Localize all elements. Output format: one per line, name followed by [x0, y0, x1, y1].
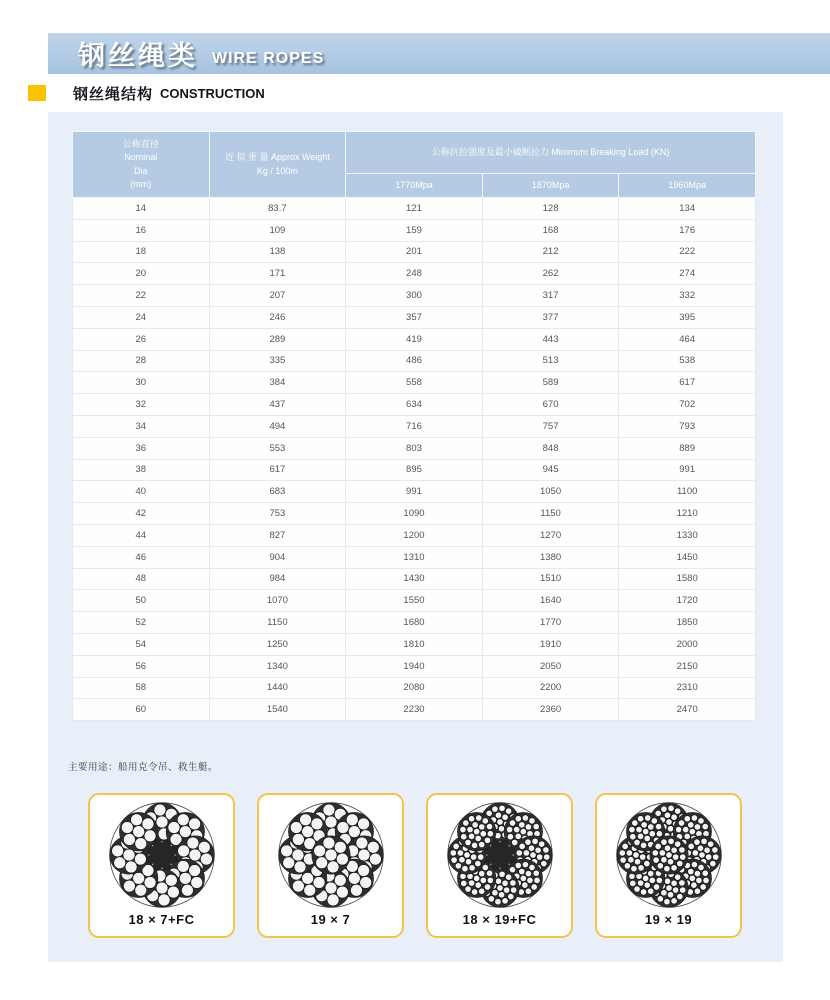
- table-cell: 377: [482, 306, 619, 328]
- table-cell: 52: [73, 612, 210, 634]
- table-cell: 395: [619, 306, 756, 328]
- table-cell: 945: [482, 459, 619, 481]
- table-row: [73, 219, 756, 241]
- table-cell: 22: [73, 285, 210, 307]
- table-cell: 138: [209, 241, 346, 263]
- table-cell: 357: [346, 306, 483, 328]
- table-cell: 36: [73, 437, 210, 459]
- table-row: [73, 328, 756, 350]
- table-row: [73, 546, 756, 568]
- table-cell: 46: [73, 546, 210, 568]
- table-cell: 437: [209, 394, 346, 416]
- table-cell: 24: [73, 306, 210, 328]
- table-cell: 1090: [346, 503, 483, 525]
- table-cell: 848: [482, 437, 619, 459]
- table-cell: 670: [482, 394, 619, 416]
- usage-note: 主要用途：船用克令吊、救生艇。: [68, 762, 219, 773]
- table-cell: 159: [346, 219, 483, 241]
- table-cell: 1150: [482, 503, 619, 525]
- table-cell: 1580: [619, 568, 756, 590]
- table-cell: 20: [73, 263, 210, 285]
- table-cell: 827: [209, 524, 346, 546]
- table-cell: 1070: [209, 590, 346, 612]
- table-row: [73, 590, 756, 612]
- section-title-zh: 钢丝绳结构: [73, 85, 154, 103]
- table-cell: 1150: [209, 612, 346, 634]
- table-cell: 702: [619, 394, 756, 416]
- table-cell: 1720: [619, 590, 756, 612]
- rope-card: [595, 793, 742, 938]
- table-cell: 26: [73, 328, 210, 350]
- table-cell: 128: [482, 198, 619, 220]
- table-cell: 984: [209, 568, 346, 590]
- table-cell: 1340: [209, 655, 346, 677]
- table-row: [73, 568, 756, 590]
- table-cell: 28: [73, 350, 210, 372]
- table-cell: 1270: [482, 524, 619, 546]
- table-row: [73, 306, 756, 328]
- table-cell: 317: [482, 285, 619, 307]
- table-row: [73, 612, 756, 634]
- table-cell: 289: [209, 328, 346, 350]
- page-title-en: WIRE ROPES: [212, 49, 325, 67]
- table-cell: 553: [209, 437, 346, 459]
- table-cell: 40: [73, 481, 210, 503]
- table-cell: 1100: [619, 481, 756, 503]
- table-cell: 42: [73, 503, 210, 525]
- table-cell: 757: [482, 415, 619, 437]
- page-title-banner: [48, 33, 830, 74]
- table-cell: 634: [346, 394, 483, 416]
- table-row: [73, 263, 756, 285]
- table-cell: 716: [346, 415, 483, 437]
- table-cell: 1770: [482, 612, 619, 634]
- table-cell: 44: [73, 524, 210, 546]
- table-cell: 443: [482, 328, 619, 350]
- table-cell: 991: [346, 481, 483, 503]
- table-cell: 248: [346, 263, 483, 285]
- table-cell: 1210: [619, 503, 756, 525]
- table-row: [73, 677, 756, 699]
- table-cell: 538: [619, 350, 756, 372]
- table-cell: 494: [209, 415, 346, 437]
- table-cell: 2050: [482, 655, 619, 677]
- table-cell: 262: [482, 263, 619, 285]
- table-cell: 1440: [209, 677, 346, 699]
- table-cell: 558: [346, 372, 483, 394]
- table-cell: 2150: [619, 655, 756, 677]
- table-cell: 34: [73, 415, 210, 437]
- table-cell: 1640: [482, 590, 619, 612]
- table-row: [73, 394, 756, 416]
- content-panel: [48, 112, 783, 962]
- table-cell: 83.7: [209, 198, 346, 220]
- table-cell: 300: [346, 285, 483, 307]
- table-cell: 617: [209, 459, 346, 481]
- table-body: [73, 198, 756, 721]
- table-header: [73, 132, 756, 198]
- column-header-grade-1960: 1960Mpa: [619, 174, 756, 198]
- rope-construction-label: 18 × 7+FC: [128, 912, 195, 927]
- table-row: [73, 655, 756, 677]
- table-cell: 889: [619, 437, 756, 459]
- column-header-weight: 近 似 重 量 Approx Weight Kg / 100m: [209, 132, 346, 198]
- table-cell: 54: [73, 633, 210, 655]
- table-cell: 1330: [619, 524, 756, 546]
- section-title-en: CONSTRUCTION: [160, 85, 265, 101]
- table-cell: 683: [209, 481, 346, 503]
- table-cell: 419: [346, 328, 483, 350]
- table-cell: 1680: [346, 612, 483, 634]
- table-cell: 222: [619, 241, 756, 263]
- table-row: [73, 481, 756, 503]
- table-cell: 212: [482, 241, 619, 263]
- rope-card: [426, 793, 573, 938]
- table-cell: 486: [346, 350, 483, 372]
- rope-construction-label: 19 × 7: [310, 912, 351, 927]
- table-cell: 1540: [209, 699, 346, 721]
- rope-construction-label: 19 × 19: [644, 912, 693, 927]
- table-row: [73, 437, 756, 459]
- table-cell: 168: [482, 219, 619, 241]
- table-cell: 1510: [482, 568, 619, 590]
- table-cell: 274: [619, 263, 756, 285]
- table-cell: 2470: [619, 699, 756, 721]
- table-cell: 2200: [482, 677, 619, 699]
- table-cell: 16: [73, 219, 210, 241]
- table-cell: 58: [73, 677, 210, 699]
- table-cell: 109: [209, 219, 346, 241]
- table-cell: 513: [482, 350, 619, 372]
- table-cell: 2080: [346, 677, 483, 699]
- table-cell: 56: [73, 655, 210, 677]
- table-cell: 1810: [346, 633, 483, 655]
- page-title-zh: 钢丝绳类: [78, 41, 198, 71]
- column-header-grade-1770: 1770Mpa: [346, 174, 483, 198]
- rope-card: [88, 793, 235, 938]
- column-header-grade-1870: 1870Mpa: [482, 174, 619, 198]
- table-cell: 207: [209, 285, 346, 307]
- rope-cross-section-diagram: [614, 800, 724, 910]
- column-header-breaking-load: 公称抗拉强度及最小破断拉力 Minimum Breaking Load (KN): [346, 132, 756, 174]
- section-heading: [28, 84, 265, 102]
- rope-construction-cards: [88, 793, 742, 938]
- table-cell: 1200: [346, 524, 483, 546]
- table-cell: 121: [346, 198, 483, 220]
- table-row: [73, 350, 756, 372]
- column-header-diameter: 公称直径 Nominal Dia (mm): [73, 132, 210, 198]
- rope-cross-section-diagram: [276, 800, 386, 910]
- table-cell: 793: [619, 415, 756, 437]
- table-cell: 246: [209, 306, 346, 328]
- table-cell: 991: [619, 459, 756, 481]
- table-cell: 134: [619, 198, 756, 220]
- table-cell: 589: [482, 372, 619, 394]
- table-cell: 895: [346, 459, 483, 481]
- rope-cross-section-diagram: [107, 800, 217, 910]
- table-row: [73, 633, 756, 655]
- rope-cross-section-diagram: [445, 800, 555, 910]
- table-cell: 803: [346, 437, 483, 459]
- table-cell: 60: [73, 699, 210, 721]
- table-cell: 1430: [346, 568, 483, 590]
- table-row: [73, 524, 756, 546]
- rope-card: [257, 793, 404, 938]
- table-cell: 617: [619, 372, 756, 394]
- table-row: [73, 503, 756, 525]
- table-cell: 14: [73, 198, 210, 220]
- table-cell: 38: [73, 459, 210, 481]
- table-cell: 1910: [482, 633, 619, 655]
- table-cell: 1850: [619, 612, 756, 634]
- table-cell: 332: [619, 285, 756, 307]
- table-cell: 1050: [482, 481, 619, 503]
- table-cell: 335: [209, 350, 346, 372]
- rope-construction-label: 18 × 19+FC: [462, 912, 537, 927]
- table-cell: 753: [209, 503, 346, 525]
- table-cell: 18: [73, 241, 210, 263]
- table-row: [73, 198, 756, 220]
- table-row: [73, 415, 756, 437]
- table-cell: 464: [619, 328, 756, 350]
- table-cell: 1310: [346, 546, 483, 568]
- table-cell: 171: [209, 263, 346, 285]
- table-cell: 2000: [619, 633, 756, 655]
- table-row: [73, 241, 756, 263]
- table-cell: 904: [209, 546, 346, 568]
- specification-table: [72, 131, 756, 721]
- table-cell: 1250: [209, 633, 346, 655]
- table-cell: 2310: [619, 677, 756, 699]
- table-cell: 1550: [346, 590, 483, 612]
- table-row: [73, 699, 756, 721]
- table-cell: 201: [346, 241, 483, 263]
- table-cell: 48: [73, 568, 210, 590]
- table-cell: 1450: [619, 546, 756, 568]
- table-cell: 384: [209, 372, 346, 394]
- table-cell: 32: [73, 394, 210, 416]
- table-cell: 2360: [482, 699, 619, 721]
- table-cell: 2230: [346, 699, 483, 721]
- table-row: [73, 459, 756, 481]
- table-cell: 1940: [346, 655, 483, 677]
- table-cell: 1380: [482, 546, 619, 568]
- table-cell: 50: [73, 590, 210, 612]
- yellow-bullet-icon: [28, 85, 46, 101]
- table-row: [73, 372, 756, 394]
- table-cell: 176: [619, 219, 756, 241]
- table-row: [73, 285, 756, 307]
- table-cell: 30: [73, 372, 210, 394]
